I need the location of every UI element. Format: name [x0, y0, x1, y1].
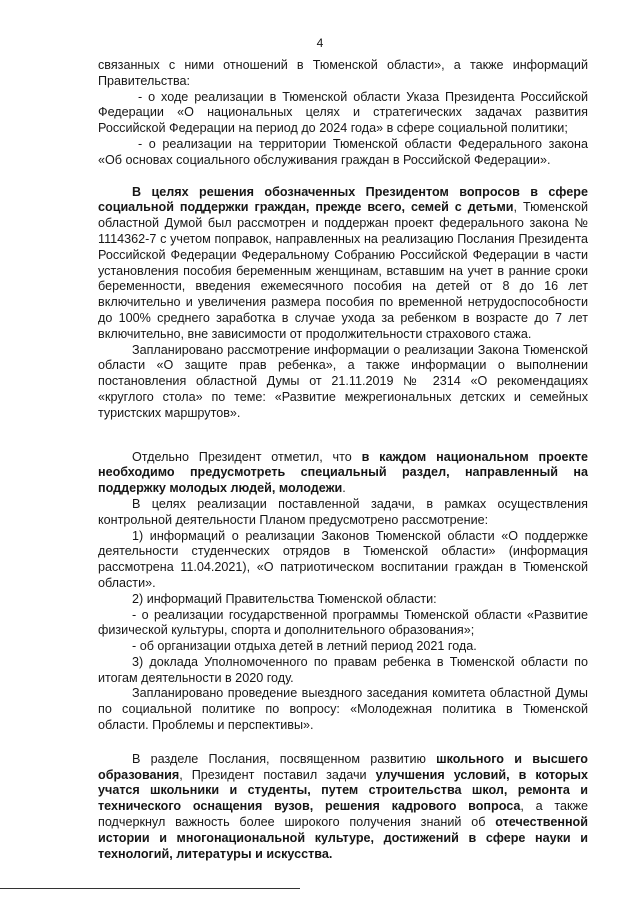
- paragraph-list-item: 3) доклада Уполномоченного по правам ребенка в Тюменской области по итогам деятельности в 2020 году.: [98, 654, 588, 685]
- bold-text: отечественной истории и многонациональной культуре, достижений в сфере науки и технологий, литературы и искусства.: [98, 815, 588, 861]
- page-number: 4: [316, 36, 324, 50]
- document-body: [98, 58, 588, 862]
- paragraph-text: , Президент поставил задачи: [179, 767, 376, 782]
- paragraph-list-item: 2) информаций Правительства Тюменской области:: [132, 591, 437, 606]
- footer-divider: [0, 888, 300, 889]
- bold-text: В целях решения обозначенных Президентом вопросов в сфере социальной поддержки граждан, прежде всего, семей с детьми: [98, 184, 588, 215]
- paragraph-list-item: - об организации отдыха детей в летний период 2021 года.: [132, 639, 477, 654]
- paragraph: Запланировано проведение выездного заседания комитета областной Думы по социальной политике по вопросу: «Молодежная политика в Тюменской области. Проблемы и перспективы».: [98, 686, 588, 733]
- paragraph-text: Отдельно Президент отметил, что: [132, 449, 362, 464]
- paragraph: Запланировано рассмотрение информации о реализации Закона Тюменской области «О защите прав ребенка», а также информации о выполнении постановления областной Думы от 21.11.2019 № 2314 «О рекомендациях «круглого стола» по теме: «Развитие межрегиональных детских и семейных туристских маршрутов».: [98, 342, 588, 420]
- paragraph: [98, 185, 588, 343]
- paragraph-text: .: [342, 481, 346, 496]
- paragraph-list-item: - о реализации на территории Тюменской области Федерального закона «Об основах социального обслуживания граждан в Российской Федерации».: [98, 136, 588, 167]
- bold-text: улучшения условий, в которых учатся школьники и студенты, путем строительства школ, ремонта и технического оснащения вузов, решения кадрового вопроса: [98, 767, 588, 814]
- paragraph-text: , Тюменской областной Думой был рассмотрен и поддержан проект федерального закона № 1114362-7 с учетом поправок, направленных на реализацию Послания Президента Российской Федерации Федеральному Собранию Российской Федерации в части установления пособия беременным женщинам, вставшим на учет в ранние сроки беременности, введения ежемесячного пособия на детей от 8 до 16 лет включительно и увеличения размера пособия по временной нетрудоспособности до 100% среднего заработка в случае ухода за ребенком в возрасте до 7 лет включительно, вне зависимости от продолжительности страхового стажа.: [98, 200, 589, 341]
- paragraph-text: В разделе Послания, посвященном развитию: [132, 751, 437, 766]
- paragraph: [98, 450, 588, 497]
- paragraph-list-item: - о реализации государственной программы Тюменской области «Развитие физической культуры, спорта и дополнительного образования»;: [98, 607, 588, 638]
- paragraph: В целях реализации поставленной задачи, в рамках осуществления контрольной деятельности Планом предусмотрено рассмотрение:: [98, 496, 588, 527]
- paragraph-text: , а также подчеркнул важность более широкого получения знаний об: [98, 799, 588, 830]
- paragraph-list-item: - о ходе реализации в Тюменской области Указа Президента Российской Федерации «О национальных целях и стратегических задачах развития Российской Федерации на период до 2024 года» в сфере социальной политики;: [98, 89, 588, 136]
- paragraph-list-item: 1) информаций о реализации Законов Тюменской области «О поддержке деятельности студенческих отрядов в Тюменской области» (информация рассмотрена 11.04.2021), «О патриотическом воспитании граждан в Тюменской области».: [98, 528, 588, 590]
- bold-text: в каждом национальном проекте необходимо предусмотреть специальный раздел, направленный на поддержку молодых людей, молодежи: [98, 449, 588, 496]
- paragraph: связанных с ними отношений в Тюменской области», а также информаций Правительства:: [98, 58, 588, 88]
- bold-text: школьного и высшего образования: [98, 751, 588, 782]
- paragraph: [98, 752, 588, 863]
